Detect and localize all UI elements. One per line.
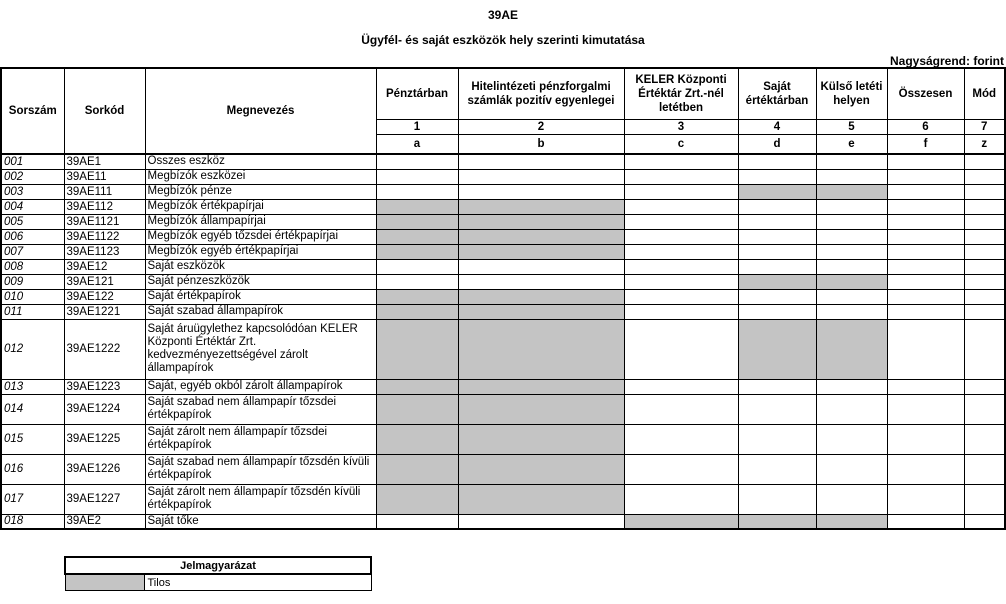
value-cell[interactable] [738, 484, 816, 514]
value-cell [376, 484, 458, 514]
value-cell[interactable] [964, 424, 1005, 454]
table-row [1, 424, 1005, 454]
row-code: 39AE111 [64, 184, 145, 199]
unit-label: Nagyságrend: forint [889, 54, 1004, 68]
value-cell[interactable] [887, 259, 964, 274]
value-cell[interactable] [816, 394, 887, 424]
row-name: Megbízók eszközei [145, 169, 376, 184]
row-code: 39AE122 [64, 289, 145, 304]
value-cell [376, 319, 458, 379]
value-cell[interactable] [738, 304, 816, 319]
table-row [1, 199, 1005, 214]
value-cell[interactable] [624, 214, 738, 229]
header-col-3: KELER Központi Értéktár Zrt.-nél letétben [624, 68, 738, 119]
table-row [1, 244, 1005, 259]
legend [64, 556, 372, 591]
value-cell[interactable] [964, 244, 1005, 259]
value-cell[interactable] [964, 304, 1005, 319]
value-cell[interactable] [887, 184, 964, 199]
value-cell[interactable] [738, 259, 816, 274]
value-cell[interactable] [887, 214, 964, 229]
header-sorkod: Sorkód [64, 68, 145, 154]
value-cell [458, 424, 624, 454]
row-code: 39AE1121 [64, 214, 145, 229]
value-cell [376, 379, 458, 394]
value-cell[interactable] [376, 514, 458, 529]
value-cell[interactable] [738, 289, 816, 304]
value-cell[interactable] [624, 259, 738, 274]
value-cell [816, 184, 887, 199]
value-cell[interactable] [376, 274, 458, 289]
row-number: 013 [1, 379, 64, 394]
value-cell[interactable] [376, 169, 458, 184]
value-cell[interactable] [738, 379, 816, 394]
header-col-7: Mód [964, 68, 1005, 119]
row-number: 002 [1, 169, 64, 184]
value-cell[interactable] [964, 184, 1005, 199]
value-cell[interactable] [887, 229, 964, 244]
table-row [1, 229, 1005, 244]
value-cell [376, 424, 458, 454]
value-cell [738, 274, 816, 289]
table-row [1, 484, 1005, 514]
value-cell [816, 319, 887, 379]
row-number: 003 [1, 184, 64, 199]
row-code: 39AE1227 [64, 484, 145, 514]
value-cell [624, 514, 738, 529]
value-cell[interactable] [887, 514, 964, 529]
row-code: 39AE1226 [64, 454, 145, 484]
row-number: 014 [1, 394, 64, 424]
value-cell[interactable] [624, 379, 738, 394]
value-cell[interactable] [624, 154, 738, 169]
value-cell [458, 484, 624, 514]
row-number: 008 [1, 259, 64, 274]
row-number: 016 [1, 454, 64, 484]
row-code: 39AE1225 [64, 424, 145, 454]
value-cell[interactable] [816, 304, 887, 319]
row-code: 39AE12 [64, 259, 145, 274]
value-cell[interactable] [887, 484, 964, 514]
value-cell[interactable] [458, 274, 624, 289]
row-number: 006 [1, 229, 64, 244]
value-cell[interactable] [738, 214, 816, 229]
value-cell [458, 244, 624, 259]
value-cell[interactable] [964, 259, 1005, 274]
value-cell [376, 244, 458, 259]
table-row [1, 454, 1005, 484]
value-cell[interactable] [624, 289, 738, 304]
row-number: 004 [1, 199, 64, 214]
value-cell[interactable] [624, 184, 738, 199]
row-name: Megbízók egyéb tőzsdei értékpapírjai [145, 229, 376, 244]
value-cell[interactable] [964, 199, 1005, 214]
row-name: Megbízók értékpapírjai [145, 199, 376, 214]
value-cell[interactable] [458, 169, 624, 184]
value-cell[interactable] [376, 154, 458, 169]
colnum-5: 5 [816, 119, 887, 134]
colnum-3: 3 [624, 119, 738, 134]
row-code: 39AE1122 [64, 229, 145, 244]
value-cell[interactable] [964, 229, 1005, 244]
value-cell [738, 319, 816, 379]
row-number: 011 [1, 304, 64, 319]
value-cell[interactable] [738, 394, 816, 424]
value-cell [458, 379, 624, 394]
value-cell[interactable] [964, 394, 1005, 424]
value-cell[interactable] [738, 169, 816, 184]
value-cell[interactable] [816, 379, 887, 394]
table-row [1, 184, 1005, 199]
value-cell [376, 454, 458, 484]
colletter-4: d [738, 134, 816, 154]
row-name: Saját, egyéb okból zárolt állampapírok [145, 379, 376, 394]
value-cell[interactable] [816, 154, 887, 169]
row-number: 005 [1, 214, 64, 229]
colletter-3: c [624, 134, 738, 154]
row-name: Megbízók egyéb értékpapírjai [145, 244, 376, 259]
value-cell[interactable] [738, 244, 816, 259]
header-sorszam: Sorszám [1, 68, 64, 154]
value-cell[interactable] [458, 154, 624, 169]
value-cell[interactable] [964, 169, 1005, 184]
value-cell[interactable] [624, 304, 738, 319]
value-cell[interactable] [738, 424, 816, 454]
value-cell[interactable] [964, 319, 1005, 379]
value-cell[interactable] [624, 244, 738, 259]
table-row [1, 289, 1005, 304]
value-cell[interactable] [816, 289, 887, 304]
value-cell [376, 229, 458, 244]
value-cell [376, 214, 458, 229]
value-cell[interactable] [887, 274, 964, 289]
legend-item: Tilos [144, 574, 371, 591]
colletter-1: a [376, 134, 458, 154]
header-col-2: Hitelintézeti pénzforgalmi számlák pozitív egyenlegei [458, 68, 624, 119]
row-number: 015 [1, 424, 64, 454]
value-cell[interactable] [624, 454, 738, 484]
value-cell[interactable] [816, 244, 887, 259]
value-cell[interactable] [816, 424, 887, 454]
value-cell [458, 319, 624, 379]
value-cell[interactable] [458, 514, 624, 529]
row-name: Saját pénzeszközök [145, 274, 376, 289]
value-cell [816, 514, 887, 529]
value-cell [376, 394, 458, 424]
row-name: Saját szabad nem állampapír tőzsdén kívüli értékpapírok [145, 454, 376, 484]
row-code: 39AE112 [64, 199, 145, 214]
value-cell[interactable] [816, 454, 887, 484]
row-code: 39AE1123 [64, 244, 145, 259]
value-cell[interactable] [887, 379, 964, 394]
value-cell[interactable] [964, 214, 1005, 229]
header-megnevezes: Megnevezés [145, 68, 376, 154]
value-cell [376, 289, 458, 304]
value-cell [376, 199, 458, 214]
colletter-2: b [458, 134, 624, 154]
value-cell[interactable] [816, 169, 887, 184]
colnum-6: 6 [887, 119, 964, 134]
value-cell[interactable] [816, 484, 887, 514]
value-cell[interactable] [887, 394, 964, 424]
row-number: 017 [1, 484, 64, 514]
row-code: 39AE2 [64, 514, 145, 529]
value-cell[interactable] [624, 484, 738, 514]
header-col-6: Összesen [887, 68, 964, 119]
row-name: Saját tőke [145, 514, 376, 529]
row-code: 39AE11 [64, 169, 145, 184]
value-cell[interactable] [738, 229, 816, 244]
row-name: Saját zárolt nem állampapír tőzsdén kívüli értékpapírok [145, 484, 376, 514]
row-name: Megbízók pénze [145, 184, 376, 199]
row-code: 39AE121 [64, 274, 145, 289]
value-cell [458, 289, 624, 304]
value-cell [816, 274, 887, 289]
value-cell [458, 304, 624, 319]
value-cell[interactable] [816, 229, 887, 244]
row-number: 018 [1, 514, 64, 529]
row-name: Saját szabad állampapírok [145, 304, 376, 319]
colnum-2: 2 [458, 119, 624, 134]
value-cell[interactable] [458, 259, 624, 274]
value-cell[interactable] [816, 214, 887, 229]
row-name: Saját értékpapírok [145, 289, 376, 304]
table-row [1, 394, 1005, 424]
row-code: 39AE1224 [64, 394, 145, 424]
value-cell[interactable] [624, 424, 738, 454]
colletter-6: f [887, 134, 964, 154]
colnum-4: 4 [738, 119, 816, 134]
table-row [1, 514, 1005, 529]
table-body [1, 154, 1005, 529]
table-row [1, 214, 1005, 229]
colnum-1: 1 [376, 119, 458, 134]
value-cell [738, 184, 816, 199]
legend-swatch [65, 574, 144, 591]
row-code: 39AE1221 [64, 304, 145, 319]
table-row [1, 274, 1005, 289]
row-name: Saját áruügylethez kapcsolódóan KELER Központi Értéktár Zrt. kedvezményezettségével zárolt állampapírok [145, 319, 376, 379]
value-cell [458, 199, 624, 214]
row-number: 007 [1, 244, 64, 259]
row-name: Saját zárolt nem állampapír tőzsdei értékpapírok [145, 424, 376, 454]
table-row [1, 379, 1005, 394]
value-cell[interactable] [964, 454, 1005, 484]
value-cell[interactable] [964, 154, 1005, 169]
table-row [1, 169, 1005, 184]
form-title: Ügyfél- és saját eszközök hely szerinti kimutatása [361, 33, 645, 47]
value-cell [458, 229, 624, 244]
table-row [1, 319, 1005, 379]
row-name: Megbízók állampapírjai [145, 214, 376, 229]
colletter-5: e [816, 134, 887, 154]
value-cell[interactable] [816, 259, 887, 274]
value-cell [458, 214, 624, 229]
row-number: 001 [1, 154, 64, 169]
report-table [0, 67, 1006, 530]
value-cell[interactable] [738, 199, 816, 214]
value-cell[interactable] [964, 514, 1005, 529]
value-cell[interactable] [624, 169, 738, 184]
value-cell[interactable] [887, 319, 964, 379]
value-cell[interactable] [738, 454, 816, 484]
value-cell[interactable] [964, 484, 1005, 514]
row-code: 39AE1223 [64, 379, 145, 394]
value-cell [738, 514, 816, 529]
row-number: 012 [1, 319, 64, 379]
row-number: 010 [1, 289, 64, 304]
value-cell[interactable] [376, 184, 458, 199]
value-cell[interactable] [887, 169, 964, 184]
header-col-5: Külső letéti helyen [816, 68, 887, 119]
value-cell[interactable] [376, 259, 458, 274]
value-cell[interactable] [887, 199, 964, 214]
value-cell[interactable] [964, 379, 1005, 394]
value-cell[interactable] [964, 274, 1005, 289]
value-cell[interactable] [624, 394, 738, 424]
row-code: 39AE1222 [64, 319, 145, 379]
row-name: Saját eszközök [145, 259, 376, 274]
value-cell[interactable] [458, 184, 624, 199]
value-cell[interactable] [964, 289, 1005, 304]
value-cell[interactable] [738, 154, 816, 169]
value-cell[interactable] [624, 274, 738, 289]
value-cell[interactable] [887, 454, 964, 484]
table-row [1, 154, 1005, 169]
colletter-7: z [964, 134, 1005, 154]
value-cell[interactable] [624, 199, 738, 214]
table-row [1, 259, 1005, 274]
value-cell[interactable] [887, 424, 964, 454]
value-cell [376, 304, 458, 319]
table-row [1, 304, 1005, 319]
value-cell[interactable] [624, 229, 738, 244]
value-cell[interactable] [887, 289, 964, 304]
value-cell[interactable] [887, 244, 964, 259]
value-cell[interactable] [887, 154, 964, 169]
value-cell[interactable] [816, 199, 887, 214]
form-code: 39AE [487, 8, 519, 22]
row-number: 009 [1, 274, 64, 289]
row-name: Saját szabad nem állampapír tőzsdei értékpapírok [145, 394, 376, 424]
value-cell[interactable] [887, 304, 964, 319]
value-cell[interactable] [624, 319, 738, 379]
header-col-1: Pénztárban [376, 68, 458, 119]
row-code: 39AE1 [64, 154, 145, 169]
value-cell [458, 394, 624, 424]
legend-title: Jelmagyarázat [65, 557, 371, 574]
value-cell [458, 454, 624, 484]
colnum-7: 7 [964, 119, 1005, 134]
header-col-4: Saját értéktárban [738, 68, 816, 119]
row-name: Összes eszköz [145, 154, 376, 169]
